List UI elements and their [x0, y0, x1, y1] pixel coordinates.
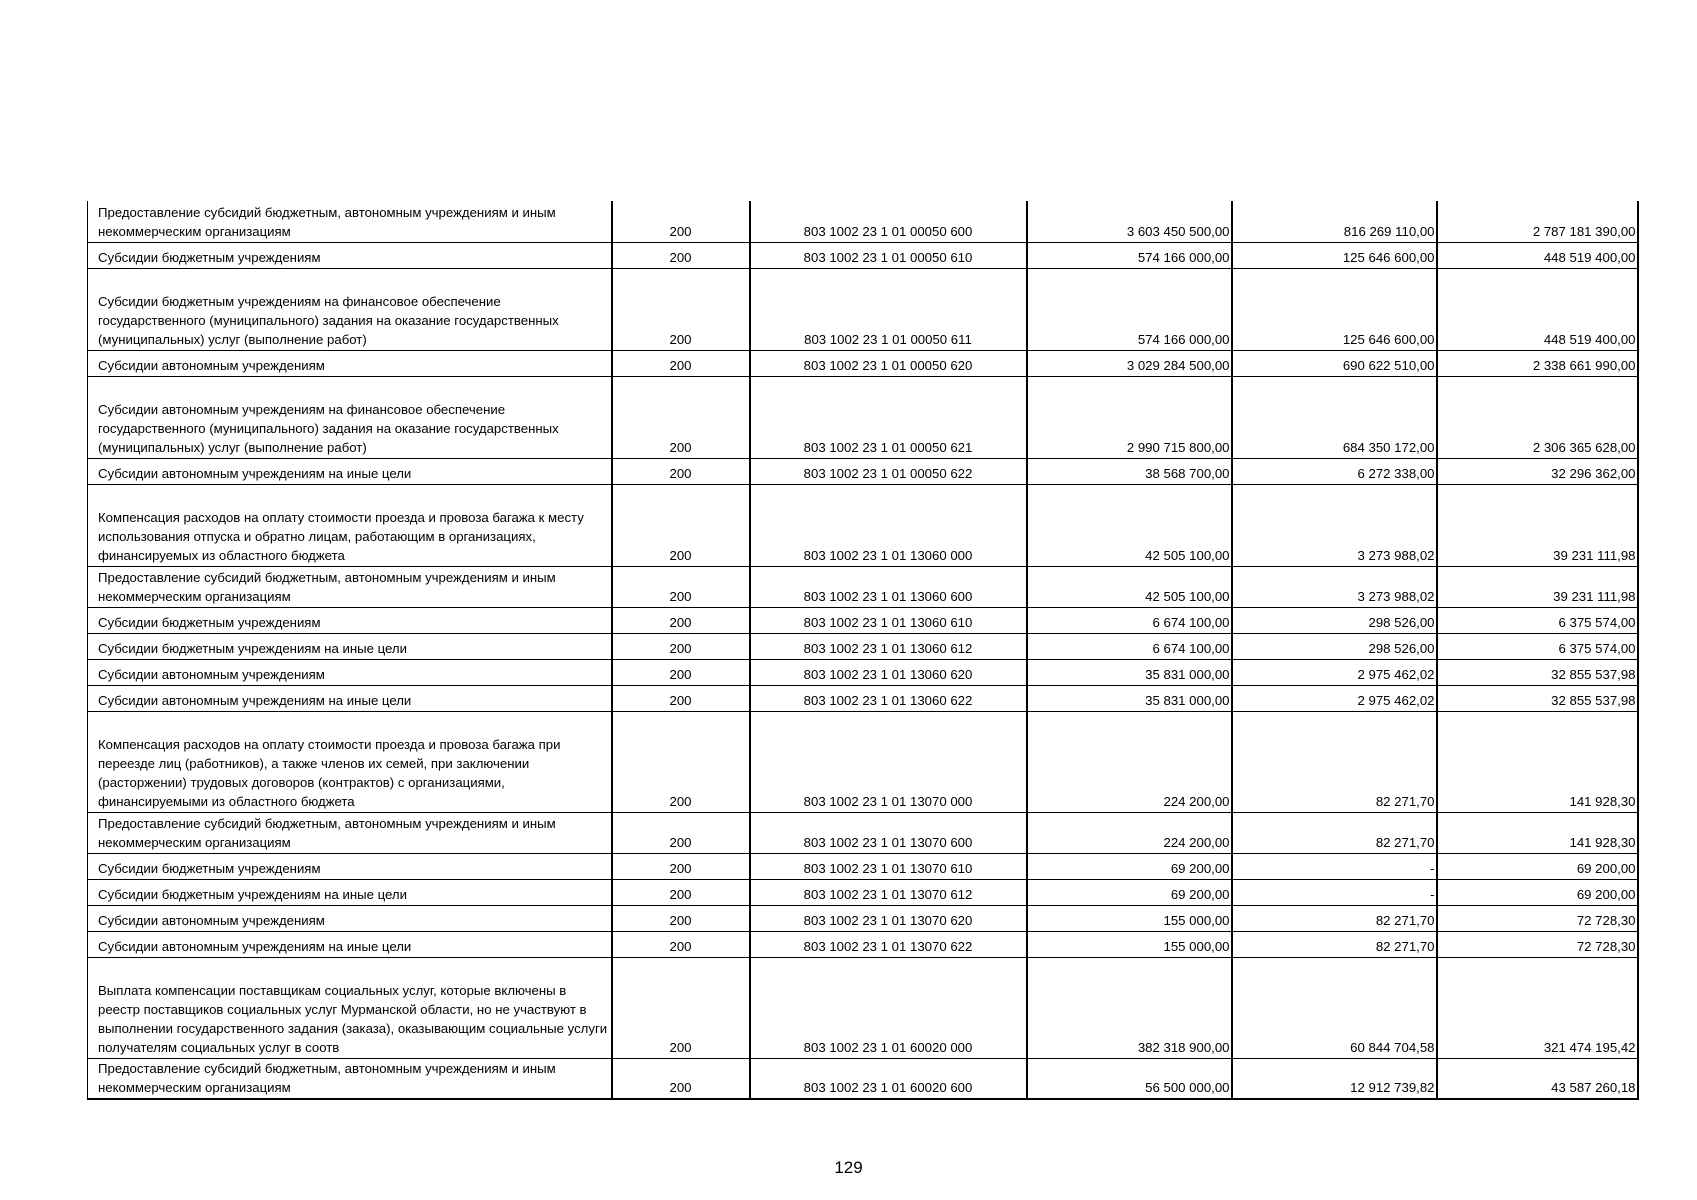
row-unexecuted: 2 787 181 390,00 — [1437, 201, 1638, 242]
row-executed: 6 272 338,00 — [1232, 458, 1437, 484]
row-executed: - — [1232, 853, 1437, 879]
row-approved: 69 200,00 — [1027, 853, 1232, 879]
row-code: 200 — [612, 685, 750, 711]
row-executed: 82 271,70 — [1232, 812, 1437, 853]
row-executed: - — [1232, 879, 1437, 905]
row-name: Субсидии бюджетным учреждениям — [88, 853, 612, 879]
row-kbk: 803 1002 23 1 01 00050 610 — [750, 242, 1027, 268]
table-row — [88, 607, 1638, 633]
row-code: 200 — [612, 350, 750, 376]
row-unexecuted: 32 855 537,98 — [1437, 685, 1638, 711]
row-kbk: 803 1002 23 1 01 60020 600 — [750, 1058, 1027, 1099]
row-name: Компенсация расходов на оплату стоимости проезда и провоза багажа при переезде лиц (работников), а также членов их семей, при заключении (расторжении) трудовых договоров (контрактов) с организациями, финансируемыми из областного бюджета — [88, 711, 612, 812]
row-executed: 82 271,70 — [1232, 931, 1437, 957]
row-executed: 82 271,70 — [1232, 711, 1437, 812]
row-kbk: 803 1002 23 1 01 13060 612 — [750, 633, 1027, 659]
row-name: Субсидии бюджетным учреждениям на иные цели — [88, 879, 612, 905]
row-approved: 3 603 450 500,00 — [1027, 201, 1232, 242]
row-name: Субсидии бюджетным учреждениям на иные цели — [88, 633, 612, 659]
row-kbk: 803 1002 23 1 01 13070 600 — [750, 812, 1027, 853]
row-code: 200 — [612, 812, 750, 853]
row-approved: 35 831 000,00 — [1027, 685, 1232, 711]
row-kbk: 803 1002 23 1 01 13070 620 — [750, 905, 1027, 931]
row-name: Предоставление субсидий бюджетным, автономным учреждениям и иным некоммерческим организациям — [88, 812, 612, 853]
table-row — [88, 905, 1638, 931]
row-executed: 690 622 510,00 — [1232, 350, 1437, 376]
row-code: 200 — [612, 879, 750, 905]
row-code: 200 — [612, 633, 750, 659]
row-unexecuted: 32 296 362,00 — [1437, 458, 1638, 484]
row-unexecuted: 32 855 537,98 — [1437, 659, 1638, 685]
row-code: 200 — [612, 242, 750, 268]
row-unexecuted: 6 375 574,00 — [1437, 633, 1638, 659]
row-code: 200 — [612, 931, 750, 957]
table-row — [88, 812, 1638, 853]
table-body — [88, 201, 1638, 1099]
page-number: 129 — [834, 1158, 863, 1177]
row-kbk: 803 1002 23 1 01 00050 600 — [750, 201, 1027, 242]
row-name: Предоставление субсидий бюджетным, автономным учреждениям и иным некоммерческим организациям — [88, 566, 612, 607]
row-code: 200 — [612, 853, 750, 879]
row-executed: 82 271,70 — [1232, 905, 1437, 931]
row-name: Выплата компенсации поставщикам социальных услуг, которые включены в реестр поставщиков социальных услуг Мурманской области, но не участвуют в выполнении государственного задания (заказа), оказывающим социальные услуги получателям социальных услуг в соотв — [88, 957, 612, 1058]
row-approved: 382 318 900,00 — [1027, 957, 1232, 1058]
row-approved: 42 505 100,00 — [1027, 484, 1232, 566]
table-row — [88, 957, 1638, 1058]
row-unexecuted: 2 306 365 628,00 — [1437, 376, 1638, 458]
row-executed: 3 273 988,02 — [1232, 566, 1437, 607]
row-name: Предоставление субсидий бюджетным, автономным учреждениям и иным некоммерческим организациям — [88, 1058, 612, 1099]
row-code: 200 — [612, 484, 750, 566]
row-name: Субсидии автономным учреждениям на иные цели — [88, 685, 612, 711]
row-code: 200 — [612, 607, 750, 633]
row-unexecuted: 72 728,30 — [1437, 931, 1638, 957]
row-name: Субсидии автономным учреждениям — [88, 905, 612, 931]
row-unexecuted: 448 519 400,00 — [1437, 268, 1638, 350]
row-unexecuted: 321 474 195,42 — [1437, 957, 1638, 1058]
row-code: 200 — [612, 458, 750, 484]
row-name: Субсидии автономным учреждениям на иные цели — [88, 458, 612, 484]
row-executed: 12 912 739,82 — [1232, 1058, 1437, 1099]
row-kbk: 803 1002 23 1 01 13070 612 — [750, 879, 1027, 905]
row-name: Субсидии автономным учреждениям — [88, 659, 612, 685]
row-kbk: 803 1002 23 1 01 60020 000 — [750, 957, 1027, 1058]
table-row — [88, 566, 1638, 607]
row-unexecuted: 141 928,30 — [1437, 711, 1638, 812]
row-approved: 38 568 700,00 — [1027, 458, 1232, 484]
row-kbk: 803 1002 23 1 01 13070 000 — [750, 711, 1027, 812]
row-unexecuted: 141 928,30 — [1437, 812, 1638, 853]
table-row — [88, 350, 1638, 376]
row-approved: 224 200,00 — [1027, 711, 1232, 812]
row-unexecuted: 6 375 574,00 — [1437, 607, 1638, 633]
row-approved: 56 500 000,00 — [1027, 1058, 1232, 1099]
row-code: 200 — [612, 1058, 750, 1099]
row-executed: 816 269 110,00 — [1232, 201, 1437, 242]
row-kbk: 803 1002 23 1 01 00050 622 — [750, 458, 1027, 484]
row-code: 200 — [612, 268, 750, 350]
table-row — [88, 268, 1638, 350]
row-unexecuted: 72 728,30 — [1437, 905, 1638, 931]
row-kbk: 803 1002 23 1 01 13060 610 — [750, 607, 1027, 633]
table-row — [88, 376, 1638, 458]
row-kbk: 803 1002 23 1 01 13060 620 — [750, 659, 1027, 685]
row-executed: 125 646 600,00 — [1232, 268, 1437, 350]
row-code: 200 — [612, 905, 750, 931]
row-name: Субсидии автономным учреждениям — [88, 350, 612, 376]
row-kbk: 803 1002 23 1 01 00050 621 — [750, 376, 1027, 458]
table-row — [88, 242, 1638, 268]
row-code: 200 — [612, 566, 750, 607]
row-unexecuted: 69 200,00 — [1437, 853, 1638, 879]
table-row — [88, 201, 1638, 242]
table-row — [88, 484, 1638, 566]
row-approved: 69 200,00 — [1027, 879, 1232, 905]
row-code: 200 — [612, 376, 750, 458]
row-unexecuted: 43 587 260,18 — [1437, 1058, 1638, 1099]
row-name: Предоставление субсидий бюджетным, автономным учреждениям и иным некоммерческим организациям — [88, 201, 612, 242]
row-approved: 574 166 000,00 — [1027, 268, 1232, 350]
row-unexecuted: 39 231 111,98 — [1437, 484, 1638, 566]
row-approved: 574 166 000,00 — [1027, 242, 1232, 268]
row-approved: 6 674 100,00 — [1027, 607, 1232, 633]
row-name: Субсидии бюджетным учреждениям — [88, 607, 612, 633]
row-approved: 2 990 715 800,00 — [1027, 376, 1232, 458]
row-executed: 298 526,00 — [1232, 633, 1437, 659]
row-executed: 3 273 988,02 — [1232, 484, 1437, 566]
row-approved: 35 831 000,00 — [1027, 659, 1232, 685]
row-executed: 125 646 600,00 — [1232, 242, 1437, 268]
row-kbk: 803 1002 23 1 01 13060 600 — [750, 566, 1027, 607]
row-name: Компенсация расходов на оплату стоимости проезда и провоза багажа к месту использования отпуска и обратно лицам, работающим в организациях, финансируемых из областного бюджета — [88, 484, 612, 566]
row-name: Субсидии автономным учреждениям на финансовое обеспечение государственного (муниципального) задания на оказание государственных (муниципальных) услуг (выполнение работ) — [88, 376, 612, 458]
table-row — [88, 633, 1638, 659]
table-row — [88, 879, 1638, 905]
row-name: Субсидии бюджетным учреждениям на финансовое обеспечение государственного (муниципального) задания на оказание государственных (муниципальных) услуг (выполнение работ) — [88, 268, 612, 350]
row-unexecuted: 448 519 400,00 — [1437, 242, 1638, 268]
row-executed: 60 844 704,58 — [1232, 957, 1437, 1058]
row-code: 200 — [612, 711, 750, 812]
table-row — [88, 853, 1638, 879]
row-kbk: 803 1002 23 1 01 00050 611 — [750, 268, 1027, 350]
budget-execution-table — [87, 201, 1639, 1100]
row-unexecuted: 2 338 661 990,00 — [1437, 350, 1638, 376]
row-approved: 6 674 100,00 — [1027, 633, 1232, 659]
row-name: Субсидии автономным учреждениям на иные цели — [88, 931, 612, 957]
row-executed: 2 975 462,02 — [1232, 659, 1437, 685]
row-executed: 2 975 462,02 — [1232, 685, 1437, 711]
table-row — [88, 659, 1638, 685]
row-unexecuted: 39 231 111,98 — [1437, 566, 1638, 607]
row-approved: 155 000,00 — [1027, 931, 1232, 957]
row-kbk: 803 1002 23 1 01 13060 622 — [750, 685, 1027, 711]
row-kbk: 803 1002 23 1 01 13070 622 — [750, 931, 1027, 957]
row-unexecuted: 69 200,00 — [1437, 879, 1638, 905]
row-approved: 155 000,00 — [1027, 905, 1232, 931]
row-code: 200 — [612, 957, 750, 1058]
row-kbk: 803 1002 23 1 01 13060 000 — [750, 484, 1027, 566]
table-row — [88, 711, 1638, 812]
row-executed: 298 526,00 — [1232, 607, 1437, 633]
table-row — [88, 1058, 1638, 1099]
row-name: Субсидии бюджетным учреждениям — [88, 242, 612, 268]
row-approved: 3 029 284 500,00 — [1027, 350, 1232, 376]
row-approved: 224 200,00 — [1027, 812, 1232, 853]
row-kbk: 803 1002 23 1 01 13070 610 — [750, 853, 1027, 879]
table-row — [88, 931, 1638, 957]
row-code: 200 — [612, 201, 750, 242]
row-executed: 684 350 172,00 — [1232, 376, 1437, 458]
table-row — [88, 685, 1638, 711]
row-kbk: 803 1002 23 1 01 00050 620 — [750, 350, 1027, 376]
row-code: 200 — [612, 659, 750, 685]
row-approved: 42 505 100,00 — [1027, 566, 1232, 607]
table-row — [88, 458, 1638, 484]
